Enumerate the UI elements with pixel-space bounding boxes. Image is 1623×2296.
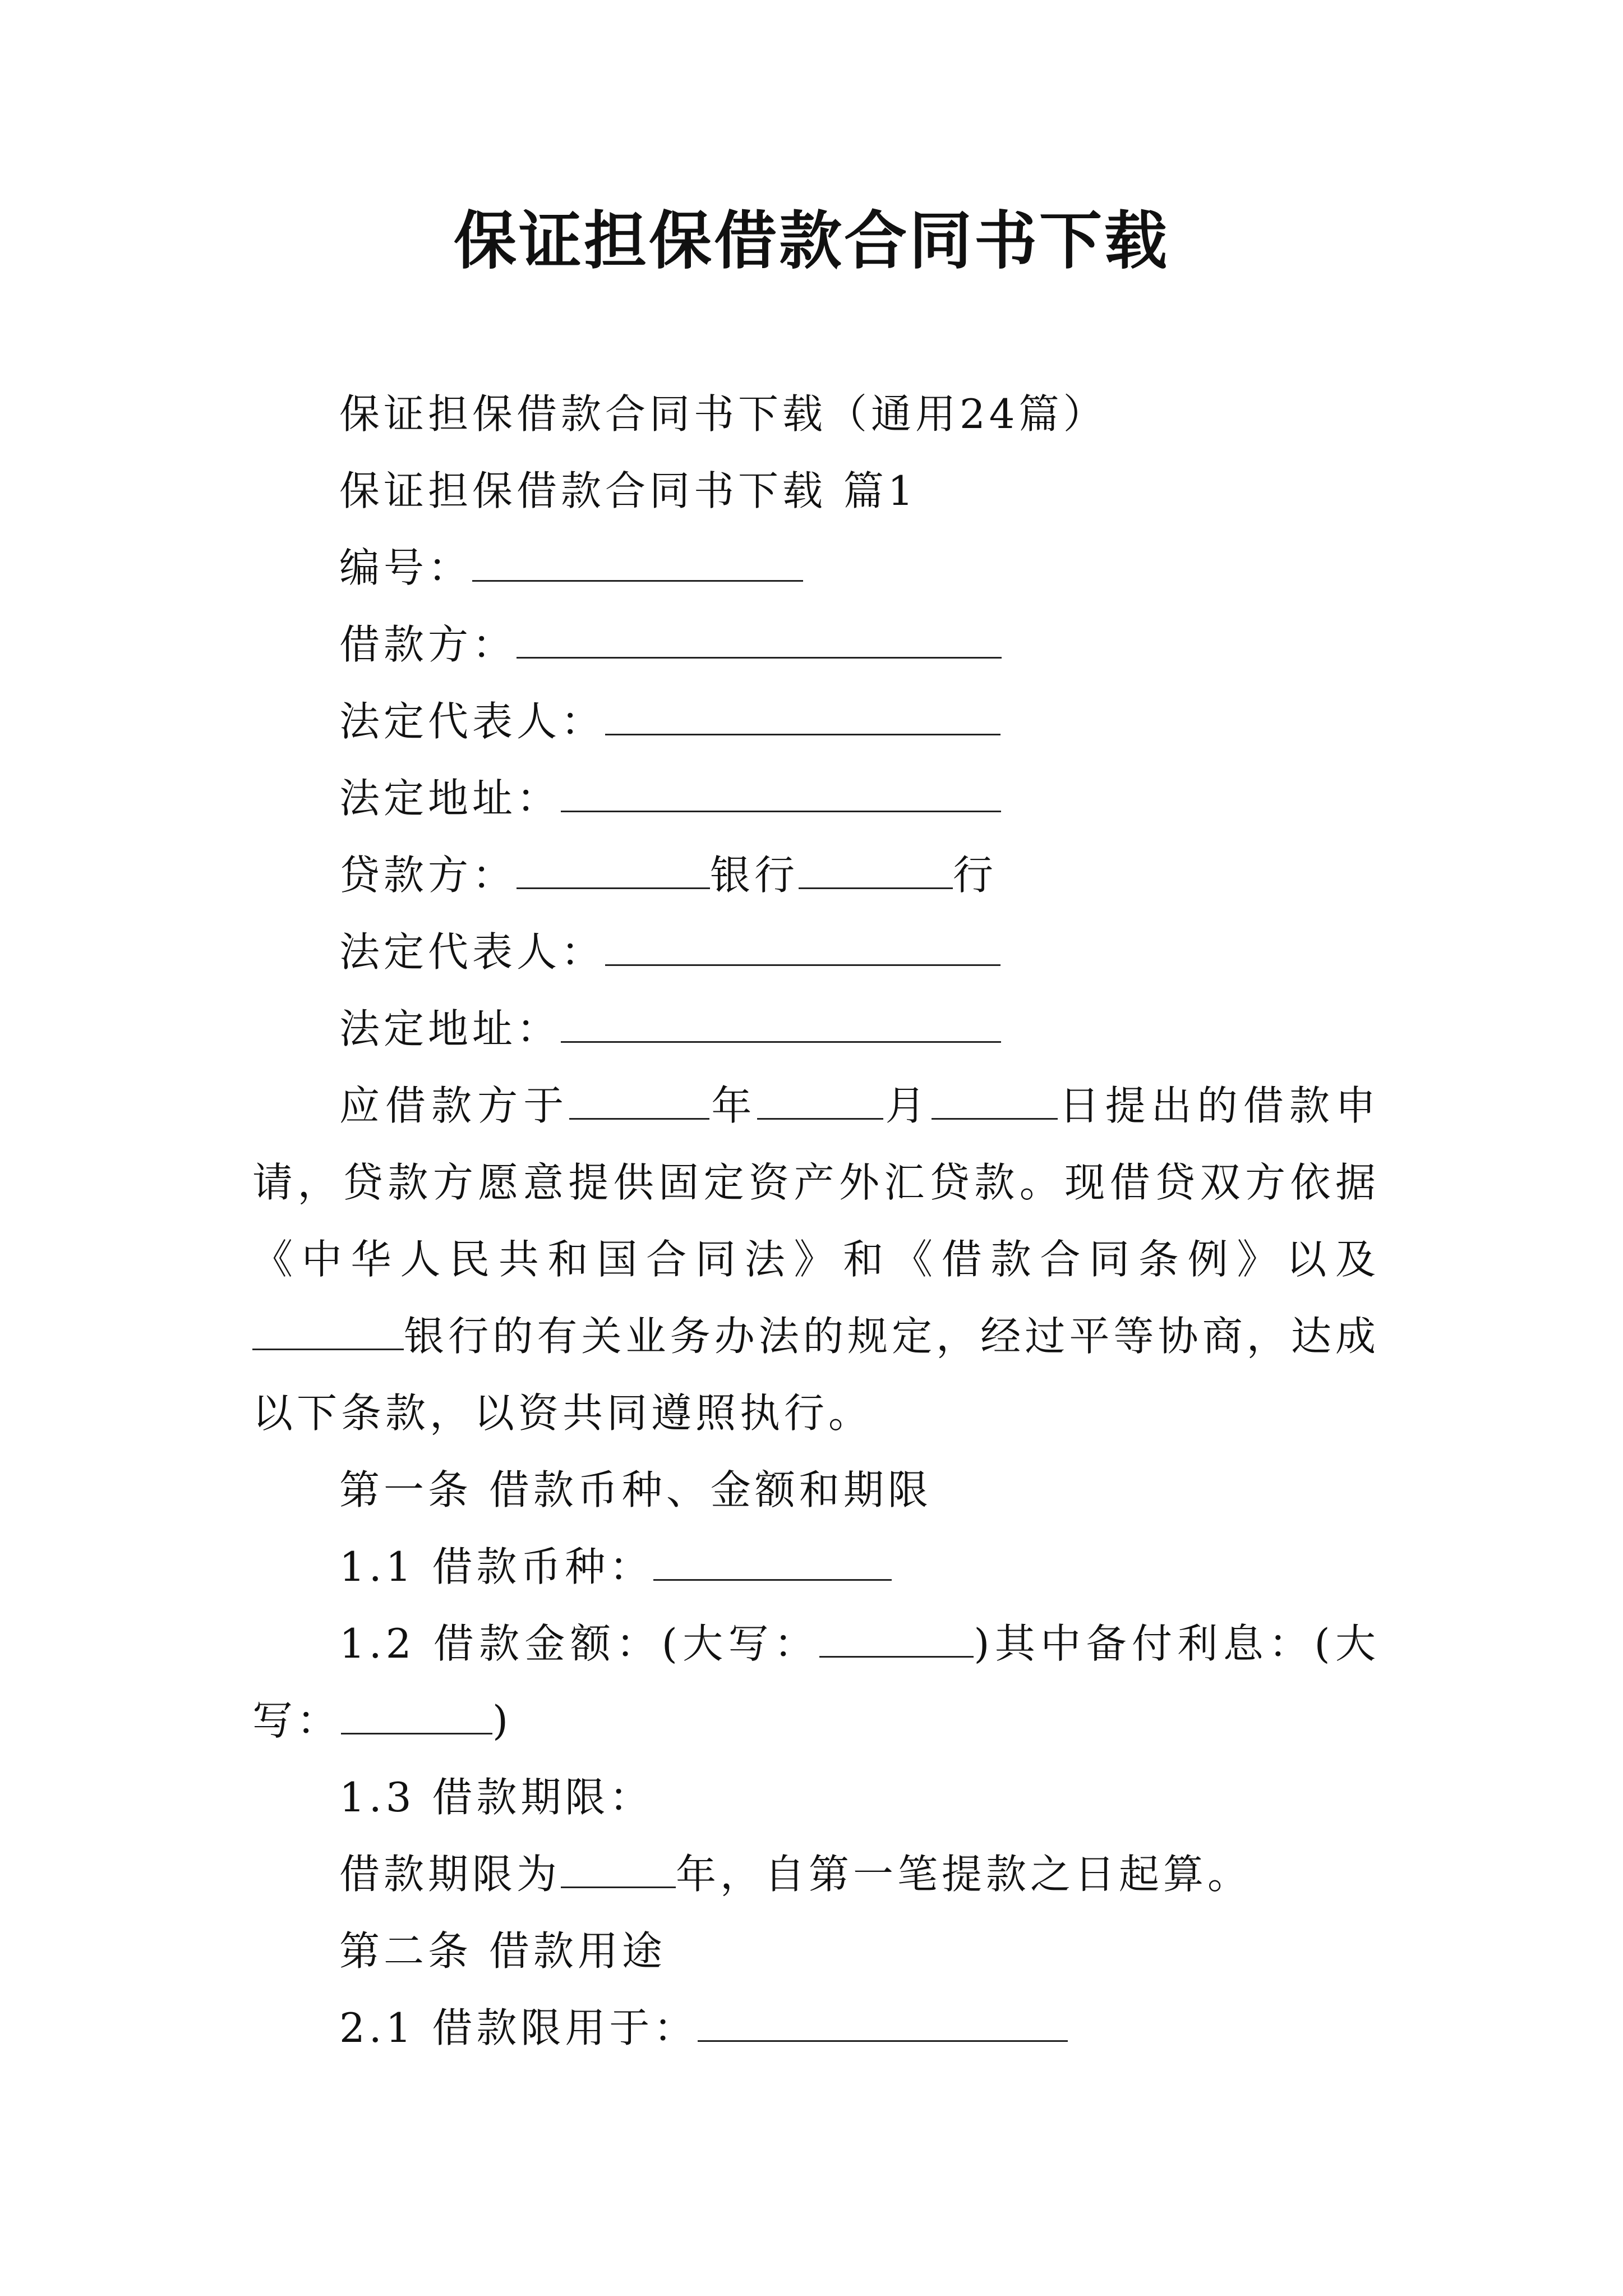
clause-1-2-label: 1.2 借款金额：(大写：: [339, 1620, 820, 1667]
clause-1-2: [252, 1605, 1380, 1759]
document-title: 保证担保借款合同书下载: [454, 204, 1169, 278]
intro-day-blank: [932, 1087, 1058, 1120]
clause-1-2-close: ): [492, 1697, 513, 1744]
lender-addr-label: 法定地址：: [339, 1005, 561, 1052]
intro-month-blank: [757, 1087, 883, 1120]
lender-rep-blank: [605, 933, 1000, 966]
intro-text-2: 年: [709, 1082, 758, 1129]
lender-bank-label: 银行: [710, 852, 799, 899]
term-years-blank: [561, 1855, 676, 1888]
clause-1-1-label: 1.1 借款币种：: [339, 1543, 654, 1590]
borrower-field: [252, 606, 1380, 683]
lender-addr-field: [252, 991, 1380, 1068]
purpose-blank: [698, 2009, 1068, 2042]
number-field: [252, 530, 1380, 606]
intro-text-5: 银行的有关业务办法的规定，经过平等协商，达成以下条款，以资共同遵照执行。: [252, 1313, 1380, 1437]
currency-blank: [653, 1548, 892, 1581]
intro-bank-blank: [252, 1317, 404, 1350]
lender-label: 贷款方：: [339, 852, 517, 899]
intro-paragraph: [252, 1068, 1380, 1452]
number-blank: [472, 549, 803, 582]
amount-blank: [819, 1625, 974, 1658]
borrower-label: 借款方：: [339, 621, 517, 668]
lender-rep-field: [252, 914, 1380, 991]
intro-text-3: 月: [883, 1082, 932, 1129]
lender-rep-label: 法定代表人：: [339, 928, 606, 976]
borrower-addr-label: 法定地址：: [339, 775, 561, 822]
intro-text-1: 应借款方于: [339, 1082, 570, 1129]
term-text-1: 借款期限为: [339, 1851, 561, 1898]
clause-2-1: [252, 1990, 1380, 2067]
subtitle: 保证担保借款合同书下载（通用24篇）: [339, 390, 1108, 438]
borrower-rep-field: [252, 683, 1380, 760]
article2-heading: 第二条 借款用途: [339, 1927, 666, 1975]
term-text-2: 年，自第一笔提款之日起算。: [676, 1851, 1252, 1898]
term-sentence: [252, 1836, 1380, 1913]
borrower-addr-field: [252, 760, 1380, 837]
interest-blank: [341, 1701, 492, 1734]
lender-field: [252, 837, 1380, 914]
document-body: [252, 376, 1380, 2067]
intro-text-4: 日提出的借款申请，贷款方愿意提供固定资产外汇贷款。现借贷双方依据《中华人民共和国合同法》和《借款合同条例》以及: [252, 1082, 1380, 1283]
borrower-addr-blank: [561, 779, 1001, 812]
lender-name-blank: [517, 856, 710, 889]
clause-1-1: [252, 1529, 1380, 1605]
borrower-blank: [517, 625, 1002, 659]
number-label: 编号：: [339, 544, 473, 591]
section-heading: 保证担保借款合同书下载 篇1: [339, 467, 917, 514]
lender-branch-blank: [799, 856, 953, 889]
clause-1-2-interest: )其中备付利息：(大写：: [252, 1620, 1380, 1744]
lender-addr-blank: [561, 1010, 1001, 1043]
clause-2-1-label: 2.1 借款限用于：: [339, 2004, 698, 2051]
lender-branch-label: 行: [953, 852, 998, 899]
intro-year-blank: [569, 1087, 709, 1120]
borrower-rep-label: 法定代表人：: [339, 698, 606, 745]
borrower-rep-blank: [605, 702, 1000, 735]
article1-heading: 第一条 借款币种、金额和期限: [339, 1466, 932, 1513]
clause-1-3: 1.3 借款期限：: [339, 1774, 654, 1821]
